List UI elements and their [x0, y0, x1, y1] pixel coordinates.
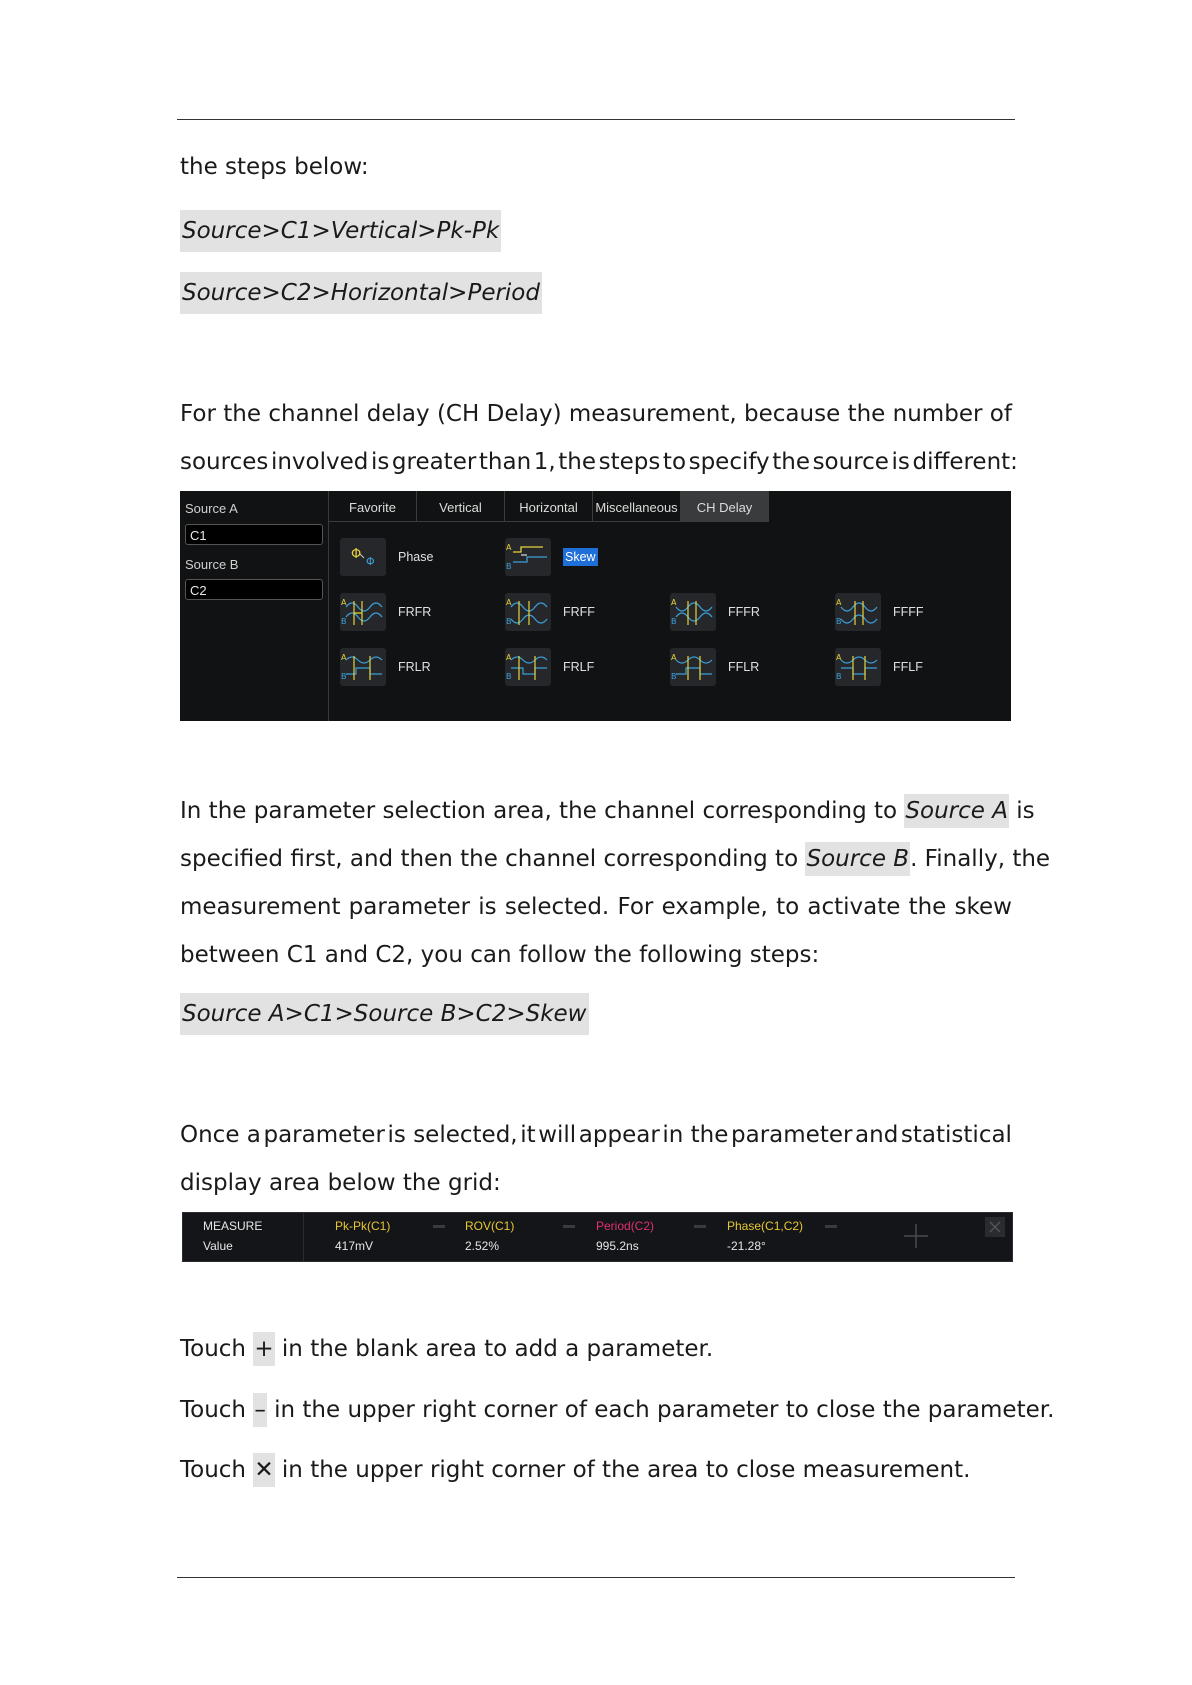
paragraph-once-line1 [180, 1121, 1012, 1149]
word: For [617, 894, 654, 920]
svg-text:Φ: Φ [366, 555, 375, 568]
word: different: [912, 449, 1018, 475]
measure-value-label: Value [203, 1239, 233, 1253]
svg-text:A: A [341, 598, 347, 607]
word: is [370, 449, 390, 475]
word: example, [661, 894, 768, 920]
word: measurement [180, 894, 341, 920]
text-run: specified first, and then the channel corresponding to [180, 846, 806, 872]
param-label: FRLR [398, 660, 431, 674]
param-label: FRFF [563, 605, 595, 619]
word: For [180, 401, 216, 427]
close-parameter-icon[interactable] [694, 1225, 706, 1228]
svg-text:B: B [341, 617, 347, 626]
word: channel [268, 401, 360, 427]
paragraph-source-line3 [180, 893, 1012, 921]
param-name-phase[interactable]: Phase(C1,C2) [727, 1219, 804, 1233]
footer-rule [177, 1577, 1015, 1578]
text-run: in the upper right corner of each parameter to close the parameter. [266, 1397, 1055, 1423]
word: specify [688, 449, 770, 475]
param-value-rov: 2.52% [465, 1239, 500, 1253]
svg-text:B: B [506, 562, 512, 571]
word: parameter [263, 1122, 385, 1148]
word: in the [662, 1122, 729, 1148]
source-panel [180, 491, 329, 721]
text-run: Touch [180, 1457, 254, 1483]
param-label: FFFF [893, 605, 924, 619]
command-path-pk-pk: Source>C1>Vertical>Pk-Pk [180, 210, 501, 252]
column-divider [303, 1213, 304, 1261]
param-ffff[interactable] [835, 593, 924, 631]
word: because [744, 401, 841, 427]
svg-text:B: B [506, 672, 512, 681]
svg-text:B: B [836, 617, 842, 626]
minus-symbol: – [253, 1393, 267, 1427]
word: number [892, 401, 983, 427]
text-run: Touch [180, 1397, 254, 1423]
param-label: FFLR [728, 660, 760, 674]
word: activate [807, 894, 901, 920]
param-name-pk-pk[interactable]: Pk-Pk(C1) [335, 1219, 391, 1233]
close-parameter-icon[interactable] [563, 1225, 575, 1228]
add-parameter-icon[interactable] [901, 1221, 931, 1251]
param-fffr[interactable] [670, 593, 760, 631]
text-run: in the upper right corner of the area to close measurement. [274, 1457, 971, 1483]
plus-symbol: + [253, 1332, 274, 1366]
word: than [478, 449, 532, 475]
tab-favorite[interactable]: Favorite [329, 491, 417, 522]
measure-statistics-bar [182, 1212, 1013, 1262]
command-path-period: Source>C2>Horizontal>Period [180, 272, 542, 314]
frff-icon [505, 593, 551, 631]
svg-text:A: A [671, 653, 677, 662]
svg-text:A: A [341, 653, 347, 662]
close-parameter-icon[interactable] [433, 1225, 445, 1228]
svg-text:B: B [836, 672, 842, 681]
paragraph-source-line1 [180, 797, 1035, 825]
svg-text:B: B [671, 672, 677, 681]
word: of [989, 401, 1012, 427]
word: parameter [731, 1122, 853, 1148]
word: Once a [180, 1122, 261, 1148]
frlf-icon [505, 648, 551, 686]
word: involved [270, 449, 369, 475]
param-fflf[interactable] [835, 648, 923, 686]
touch-close-param-line [180, 1396, 1054, 1424]
svg-text:A: A [506, 653, 512, 662]
phase-icon [340, 538, 386, 576]
word: it [520, 1122, 536, 1148]
param-frlf[interactable] [505, 648, 594, 686]
text-run: In the parameter selection area, the channel corresponding to [180, 798, 905, 824]
measure-source-dialog [180, 491, 1011, 721]
word: parameter [348, 894, 471, 920]
steps-intro: the steps below: [180, 154, 369, 180]
svg-text:B: B [341, 672, 347, 681]
header-rule [177, 119, 1015, 120]
paragraph-source-line2 [180, 845, 1050, 873]
param-name-rov[interactable]: ROV(C1) [465, 1219, 515, 1233]
svg-text:Φ: Φ [351, 547, 362, 562]
tab-miscellaneous[interactable]: Miscellaneous [593, 491, 681, 522]
svg-text:A: A [836, 598, 842, 607]
svg-text:B: B [671, 617, 677, 626]
param-frfr[interactable] [340, 593, 431, 631]
param-frlr[interactable] [340, 648, 431, 686]
param-label: FRLF [563, 660, 595, 674]
text-run: Touch [180, 1336, 254, 1362]
measure-header-label: MEASURE [203, 1219, 263, 1233]
close-measure-icon[interactable] [985, 1217, 1005, 1237]
word: sources [180, 449, 269, 475]
param-value-period: 995.2ns [596, 1239, 639, 1253]
parameter-tabs [329, 491, 769, 523]
source-b-select[interactable]: C2 [185, 579, 323, 600]
svg-text:A: A [506, 543, 512, 552]
word: (CH [436, 401, 480, 427]
param-frff[interactable] [505, 593, 595, 631]
word: Delay) [486, 401, 562, 427]
fflr-icon [670, 648, 716, 686]
ffff-icon [835, 593, 881, 631]
word: is [478, 894, 497, 920]
word: 1, [533, 449, 556, 475]
param-label: Skew [565, 550, 596, 564]
tab-vertical[interactable]: Vertical [417, 491, 505, 522]
touch-close-measure-line [180, 1456, 970, 1484]
svg-text:A: A [671, 598, 677, 607]
paragraph-ch-delay-line1 [180, 400, 1012, 428]
tab-ch-delay[interactable]: CH Delay [681, 491, 769, 522]
paragraph-ch-delay-line2 [180, 448, 1018, 476]
param-phase[interactable] [340, 538, 433, 576]
param-value-pk-pk: 417mV [335, 1239, 374, 1253]
command-path-skew: Source A>C1>Source B>C2>Skew [180, 993, 589, 1035]
tab-horizontal[interactable]: Horizontal [505, 491, 593, 522]
word: statistical [900, 1122, 1012, 1148]
svg-text:A: A [836, 653, 842, 662]
paragraph-source-line4: between C1 and C2, you can follow the following steps: [180, 942, 820, 968]
source-b-highlight: Source B [805, 842, 910, 876]
text-run: . Finally, the [910, 846, 1051, 872]
frfr-icon [340, 593, 386, 631]
param-label: FFLF [893, 660, 923, 674]
word: the [223, 401, 262, 427]
text-run: in the blank area to add a parameter. [274, 1336, 714, 1362]
fffr-icon [670, 593, 716, 631]
word: greater [391, 449, 477, 475]
param-fflr[interactable] [670, 648, 759, 686]
text-run: is [1008, 798, 1035, 824]
word: the [772, 449, 810, 475]
word: source [812, 449, 889, 475]
source-a-label: Source A [185, 501, 238, 516]
svg-text:A: A [506, 598, 512, 607]
paragraph-once-line2: display area below the grid: [180, 1170, 501, 1196]
word: delay [366, 401, 430, 427]
param-label: Phase [398, 550, 434, 564]
word: and [855, 1122, 899, 1148]
param-value-phase: -21.28° [727, 1239, 766, 1253]
touch-add-line [180, 1335, 713, 1363]
source-a-highlight: Source A [904, 794, 1009, 828]
word: will [538, 1122, 577, 1148]
fflf-icon [835, 648, 881, 686]
source-a-select[interactable]: C1 [185, 524, 323, 545]
word: measurement, [568, 401, 737, 427]
word: is selected, [387, 1122, 518, 1148]
word: the [908, 894, 947, 920]
param-label: FFFR [728, 605, 760, 619]
frlr-icon [340, 648, 386, 686]
source-b-label: Source B [185, 557, 239, 572]
svg-text:B: B [506, 617, 512, 626]
skew-icon [505, 538, 551, 576]
word: to [776, 894, 800, 920]
cross-symbol: ✕ [253, 1453, 274, 1487]
close-parameter-icon[interactable] [825, 1225, 837, 1228]
word: the [558, 449, 597, 475]
word: selected. [504, 894, 610, 920]
param-skew[interactable] [505, 538, 598, 576]
param-label: FRFR [398, 605, 432, 619]
word: skew [954, 894, 1012, 920]
word: steps [598, 449, 661, 475]
word: the [847, 401, 886, 427]
word: to [662, 449, 687, 475]
param-name-period[interactable]: Period(C2) [596, 1219, 655, 1233]
word: is [891, 449, 910, 475]
word: appear [578, 1122, 660, 1148]
